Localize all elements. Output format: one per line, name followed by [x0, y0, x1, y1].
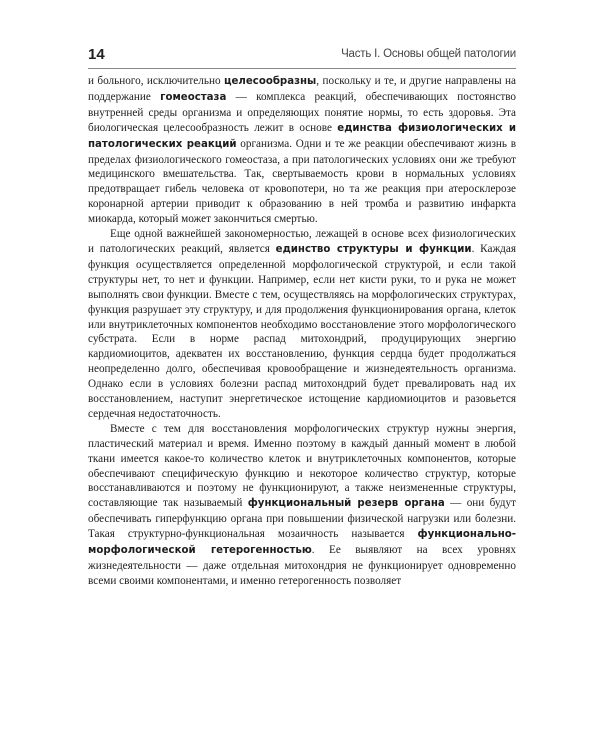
text-run: — комплекса реакций, обеспечивающих постоянство внутренней среды организма и определяющих понятие нормы, то есть здоровья. Эта биологическая целесообразность лежит в основе — [88, 90, 517, 134]
body-text — [88, 74, 516, 589]
text-run: Вместе с тем для восстановления морфологических структур нужны энергия, пластический материал и время. Именно поэтому в каждый данный момент в любой ткани имеется какое-то количество клеток и внутриклеточных компонентов, которые обеспечивают специфическую функцию и некоторое количество структур, которые восстанавливаются и поэтому не функционируют, а также неизмененные структуры, составляющие так называемый — [88, 422, 516, 510]
text-run: — они будут обеспечивать гиперфункцию органа при повышении физической нагрузки или болезни. Такая структурно-функциональная мозаичность называется — [88, 497, 516, 541]
text-run: и больного, исключительно — [88, 75, 224, 87]
bold-term: гомеостаза — [160, 91, 227, 103]
text-run: Еще одной важнейшей закономерностью, лежащей в основе всех физиологических и патологических реакций, является — [88, 228, 516, 255]
bold-term: функциональный резерв органа — [247, 498, 445, 510]
paragraph — [88, 74, 516, 227]
page-header — [88, 46, 516, 69]
paragraph — [88, 227, 516, 422]
bold-term: функционально-морфологической гетерогенностью — [88, 529, 516, 557]
bold-term: целесообразны — [223, 76, 317, 87]
text-run: организма. Одни и те же реакции обеспечивают жизнь в пределах физиологического гомеостаза, а при патологических условиях они же требуют медицинского вмешательства. Так, свертываемость крови в нормальных условиях предотвращает гибель человека от кровопотери, но та же реакция при атеросклерозе коронарной артерии приводит к образованию в ней тромба и развитию инфаркта миокарда, который может закончиться смертью. — [88, 137, 516, 226]
text-run: . Ее выявляют на всех уровнях жизнедеятельности — даже отдельная митохондрия не функционирует одновременно всеми своими компонентами, и именно гетерогенность позволяет — [88, 544, 516, 587]
running-head: Часть I. Основы общей патологии — [341, 48, 516, 60]
text-run: . Каждая функция осуществляется определенной морфологической структурой, и если такой структуры нет, то нет и функции. Например, если нет кисти руки, то и рука не может выполнять свои функции. Вместе с тем, осуществляясь на морфологических структурах, функция разрушает эту структуру, и для продолжения функционирования органа, клеток или внутриклеточных компонентов необходимо восстановление этого морфологического субстрата. Если в норме распад митохондрий, продуцирующих энергию кардиомиоцитов, адекватен их восстановлению, функция сердца будет продолжаться неопределенно долго, обеспечивая кровообращение и жизнедеятельность организма. Однако если в условиях болезни распад митохондрий будет превалировать над их восстановлением, наступит энергетическое истощение кардиомиоцитов и разовьется сердечная недостаточность. — [88, 242, 516, 420]
page-number: 14 — [88, 46, 105, 63]
paragraph — [88, 422, 516, 589]
text-run: , поскольку и те, и другие направлены на поддержание — [88, 75, 516, 103]
bold-term: единства физиологических и патологических реакций — [88, 122, 516, 150]
bold-term: единство структуры и функции — [275, 243, 472, 255]
